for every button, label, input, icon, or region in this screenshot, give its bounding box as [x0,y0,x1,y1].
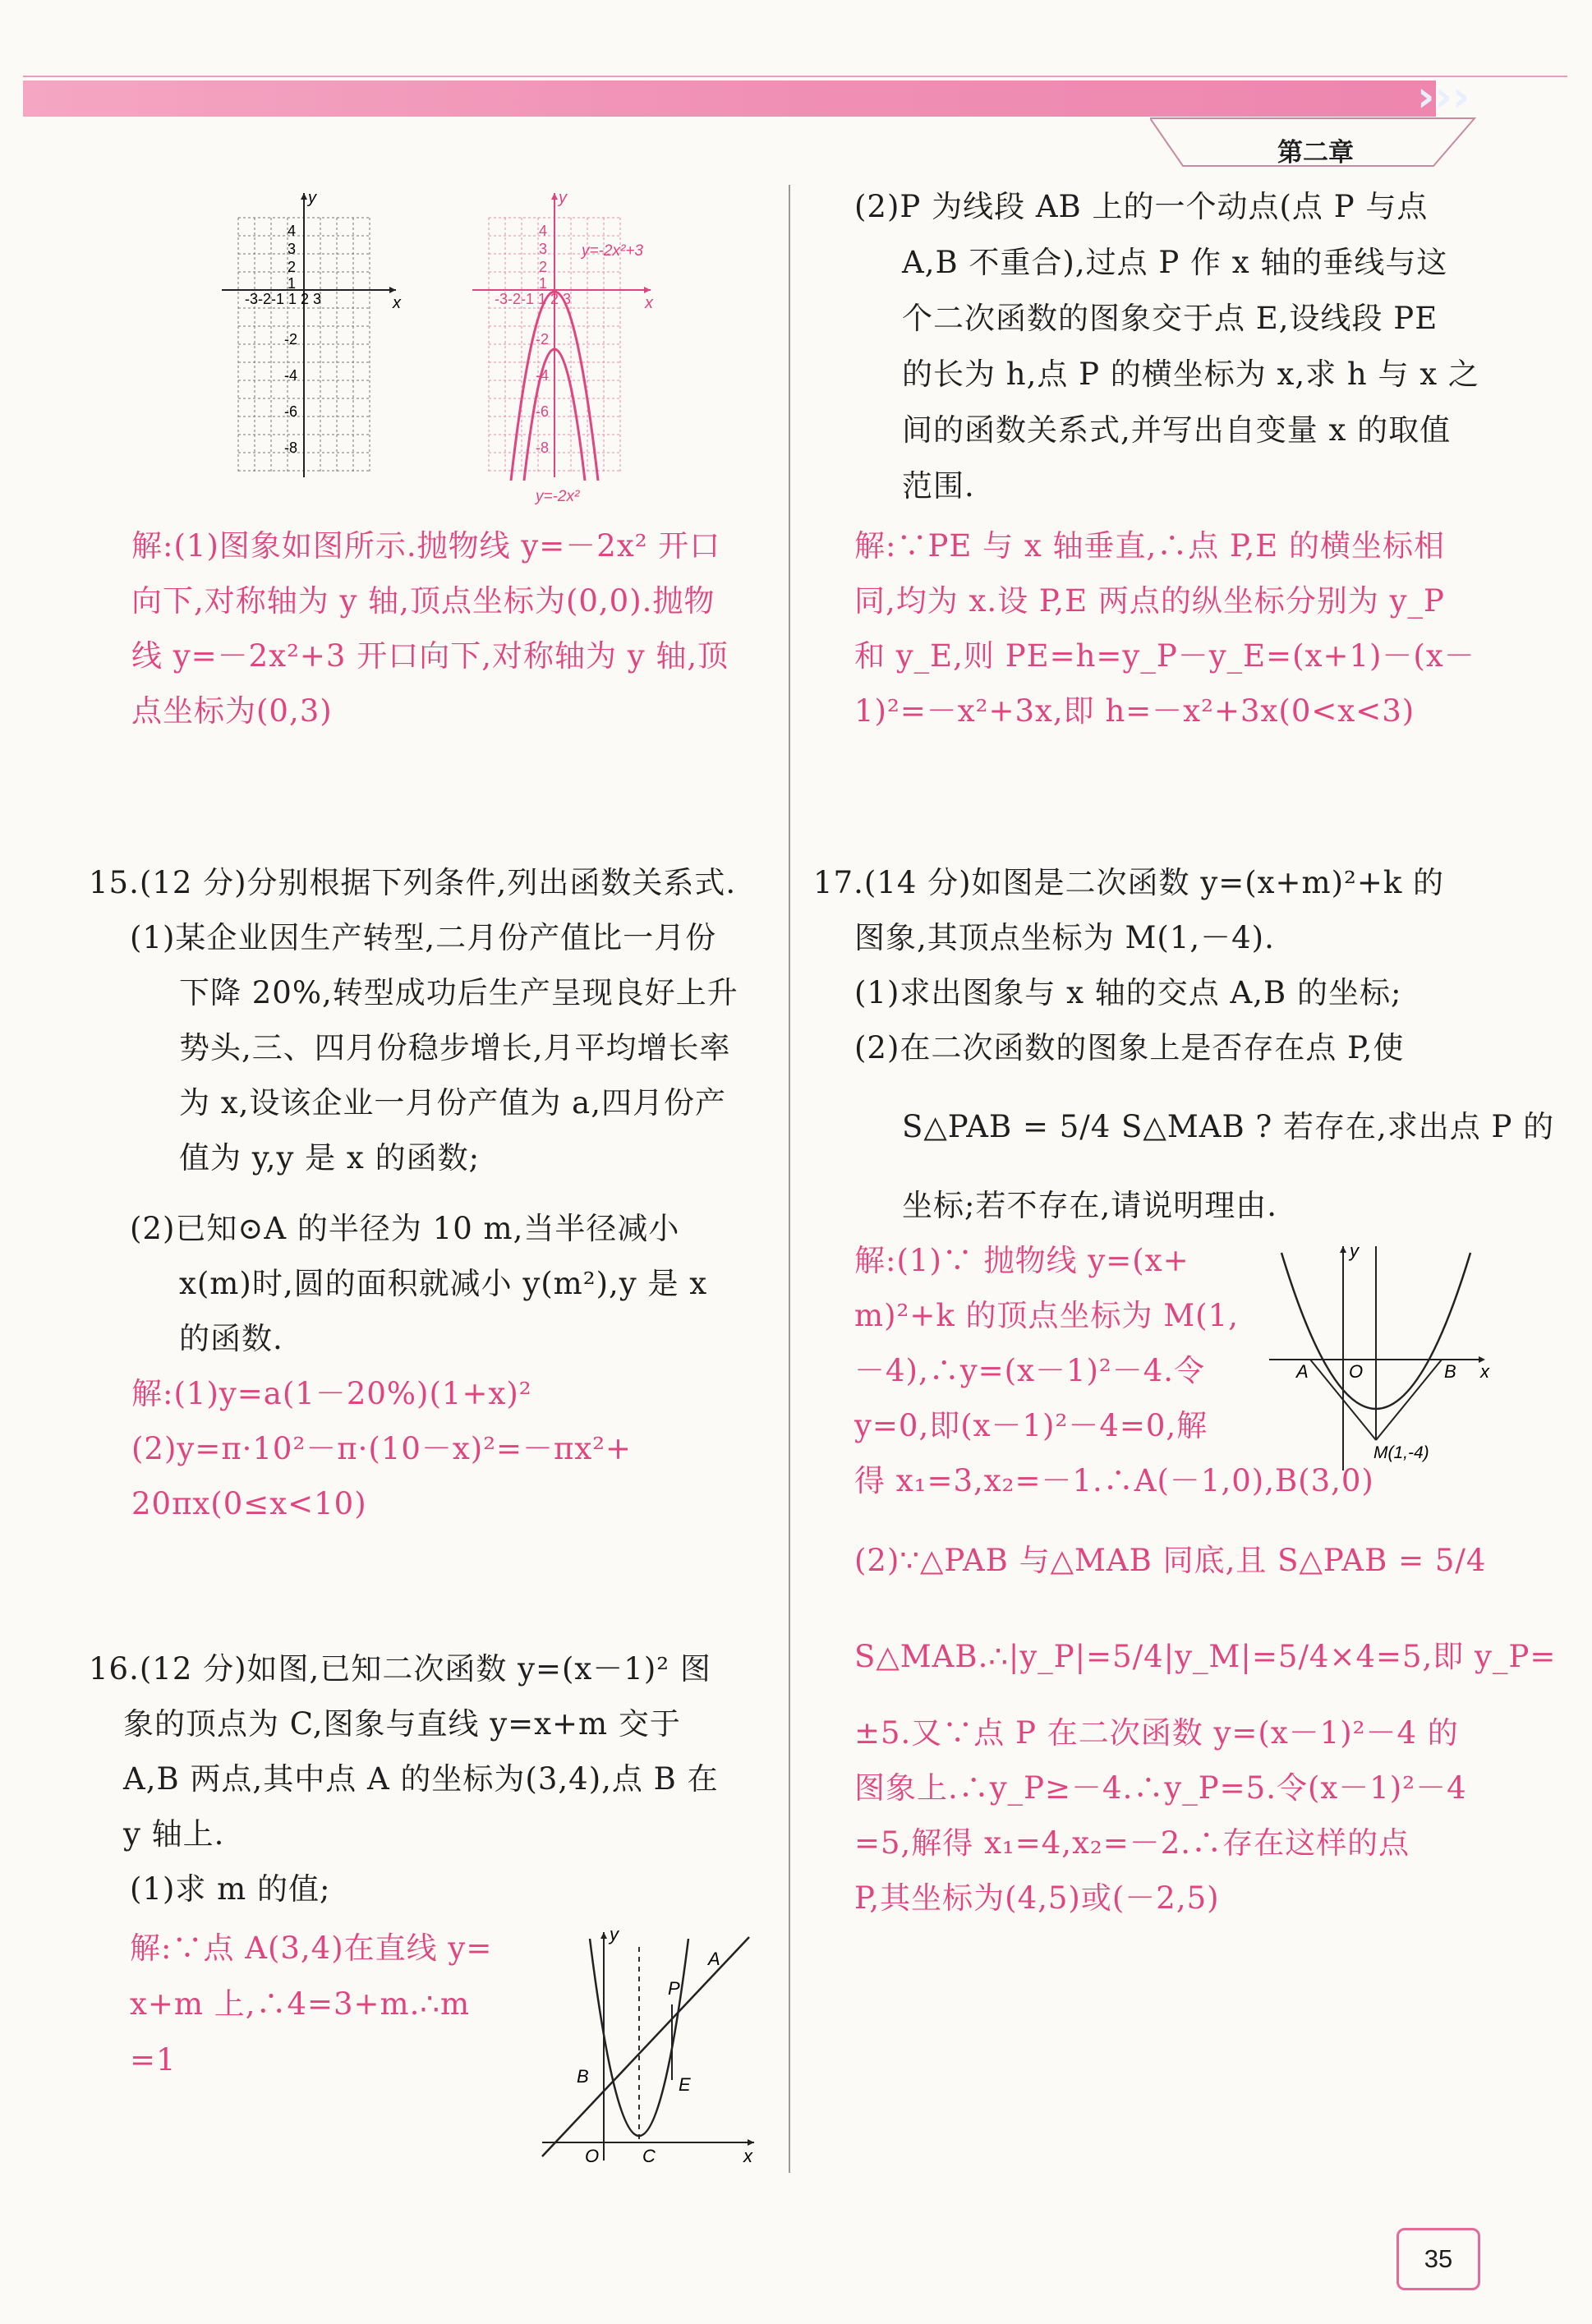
fig16-label: x [743,2146,752,2166]
q16-line: A,B 两点,其中点 A 的坐标为(3,4),点 B 在 [123,1761,719,1797]
fig16-label: B [577,2066,589,2087]
q17-answer-line: S△MAB.∴|y_P|=5/4|y_M|=5/4×4=5,即 y_P= [854,1639,1557,1674]
q15-line: 15.(12 分)分别根据下列条件,列出函数关系式. [89,865,737,900]
y-tick: 4 [539,223,548,239]
y-tick: 1 [288,275,297,292]
q17-answer-line: ±5.又∵点 P 在二次函数 y=(x－1)²－4 的 [854,1715,1459,1751]
q17-answer-line: y=0,即(x－1)²－4=0,解 [854,1408,1208,1443]
q17-answer-line: P,其坐标为(4,5)或(－2,5) [854,1880,1220,1916]
curve-label: y=-2x²+3 [582,242,643,260]
y-tick: -8 [284,439,298,456]
q17-line: (2)在二次函数的图象上是否存在点 P,使 [854,1030,1405,1065]
axis-y-label: y [308,189,316,207]
q17-line: (1)求出图象与 x 轴的交点 A,B 的坐标; [854,975,1402,1010]
x-tick-labels: -3-2-1 1 2 3 [245,291,322,307]
q16p2-line: 的长为 h,点 P 的横坐标为 x,求 h 与 x 之 [902,357,1479,392]
q17-answer-line: (2)∵△PAB 与△MAB 同底,且 S△PAB = 5/4 [854,1543,1487,1578]
y-tick: -2 [284,331,298,347]
q15-line: 的函数. [179,1321,283,1356]
fig16-label: A [708,1949,720,1969]
q17-answer-line: m)²+k 的顶点坐标为 M(1, [854,1298,1239,1333]
figure-16 [534,1922,764,2169]
q16-answer-line: 解:∵点 A(3,4)在直线 y= [130,1931,493,1966]
x-tick-labels: -3-2-1 1 2 3 [495,291,572,307]
y-tick: 3 [288,241,297,257]
figure-14-right-parabolas [460,185,706,513]
q17-answer-line: =5,解得 x₁=4,x₂=－2.∴存在这样的点 [854,1825,1410,1861]
q16-line: (1)求 m 的值; [130,1871,331,1907]
chevron-right-icon: ››› [1417,72,1470,122]
q15-line: (1)某企业因生产转型,二月份产值比一月份 [130,920,717,955]
q16p2-line: A,B 不重合),过点 P 作 x 轴的垂线与这 [902,245,1448,280]
q16p2-answer-line: 同,均为 x.设 P,E 两点的纵坐标分别为 y_P [854,583,1445,619]
q17-line: 17.(14 分)如图是二次函数 y=(x+m)²+k 的 [813,865,1445,900]
q16p2-line: (2)P 为线段 AB 上的一个动点(点 P 与点 [854,189,1429,224]
q15-answer-line: 20πx(0≤x<10) [131,1486,367,1521]
y-tick: 1 [539,275,548,292]
q16p2-line: 范围. [902,468,975,504]
q16p2-answer-line: 1)²=－x²+3x,即 h=－x²+3x(0<x<3) [854,693,1415,729]
header-bar [23,81,1436,117]
q16p2-answer-line: 和 y_E,则 PE=h=y_P－y_E=(x+1)－(x－ [854,638,1475,674]
header-rule [23,76,1567,77]
fig17-label: O [1349,1361,1364,1382]
page-number: 35 [1396,2228,1480,2290]
q15-line: 值为 y,y 是 x 的函数; [179,1140,481,1176]
q16p2-line: 个二次函数的图象交于点 E,设线段 PE [902,301,1438,336]
q15-line: 为 x,设该企业一月份产值为 a,四月份产 [179,1085,726,1121]
curve-label: y=-2x² [536,488,580,505]
axis-x-label: x [645,294,653,312]
y-tick: -4 [536,367,550,384]
q15-answer-line: 解:(1)y=a(1－20%)(1+x)² [131,1376,532,1411]
q14-answer-line: 点坐标为(0,3) [131,693,333,729]
q16p2-answer-line: 解:∵PE 与 x 轴垂直,∴点 P,E 的横坐标相 [854,528,1445,564]
figure-14-left-grid [205,185,411,481]
q17-answer-line: 得 x₁=3,x₂=－1.∴A(－1,0),B(3,0) [854,1463,1374,1498]
chapter-label: 第二章 [1277,138,1354,168]
axis-y-label: y [559,189,567,207]
fig16-label: C [642,2146,656,2166]
q15-line: (2)已知⊙A 的半径为 10 m,当半径减小 [130,1211,680,1246]
fig17-label: B [1444,1361,1456,1382]
q15-line: 势头,三、四月份稳步增长,月平均增长率 [179,1030,731,1065]
q16-line: y 轴上. [123,1816,225,1852]
q14-answer-line: 向下,对称轴为 y 轴,顶点坐标为(0,0).抛物 [131,583,715,619]
q15-line: x(m)时,圆的面积就减小 y(m²),y 是 x [179,1266,708,1301]
y-tick: -6 [284,403,298,420]
column-divider [789,185,790,2173]
q15-line: 下降 20%,转型成功后生产呈现良好上升 [179,975,738,1010]
q16-line: 16.(12 分)如图,已知二次函数 y=(x－1)² 图 [89,1651,711,1687]
q16-answer-line: x+m 上,∴4=3+m.∴m [130,1986,471,2022]
y-tick: -2 [536,331,550,347]
q14-answer-line: 线 y=－2x²+3 开口向下,对称轴为 y 轴,顶 [131,638,729,674]
fig16-label: y [610,1924,619,1944]
y-tick: -4 [284,367,298,384]
q17-answer-line: 图象上.∴y_P≥－4.∴y_P=5.令(x－1)²－4 [854,1770,1467,1806]
q16p2-line: 间的函数关系式,并写出自变量 x 的取值 [902,412,1452,448]
y-tick: -6 [536,403,550,420]
fig17-label: M(1,-4) [1373,1443,1429,1462]
q16-answer-line: =1 [130,2042,177,2078]
figure-17 [1265,1236,1503,1475]
fig17-label: y [1350,1240,1359,1261]
q17-line: 图象,其顶点坐标为 M(1,－4). [854,920,1275,955]
y-tick: -8 [536,439,550,456]
q17-answer-line: －4),∴y=(x－1)²－4.令 [854,1353,1206,1388]
fig16-label: P [668,1978,680,1999]
y-tick: 4 [288,223,297,239]
fig17-label: A [1296,1361,1309,1382]
y-tick: 3 [539,241,548,257]
q17-answer-line: 解:(1)∵ 抛物线 y=(x+ [854,1243,1189,1278]
q17-line: S△PAB = 5/4 S△MAB ? 若存在,求出点 P 的 [902,1109,1555,1144]
q16-line: 象的顶点为 C,图象与直线 y=x+m 交于 [123,1706,681,1742]
axis-x-label: x [393,294,401,312]
q14-answer-line: 解:(1)图象如图所示.抛物线 y=－2x² 开口 [131,528,721,564]
fig16-label: E [679,2074,691,2095]
q17-line: 坐标;若不存在,请说明理由. [902,1188,1277,1223]
fig17-label: x [1480,1361,1489,1382]
y-tick: 2 [539,259,548,275]
fig16-label: O [585,2146,600,2166]
q15-answer-line: (2)y=π·10²－π·(10－x)²=－πx²+ [131,1431,633,1466]
y-tick: 2 [288,259,297,275]
